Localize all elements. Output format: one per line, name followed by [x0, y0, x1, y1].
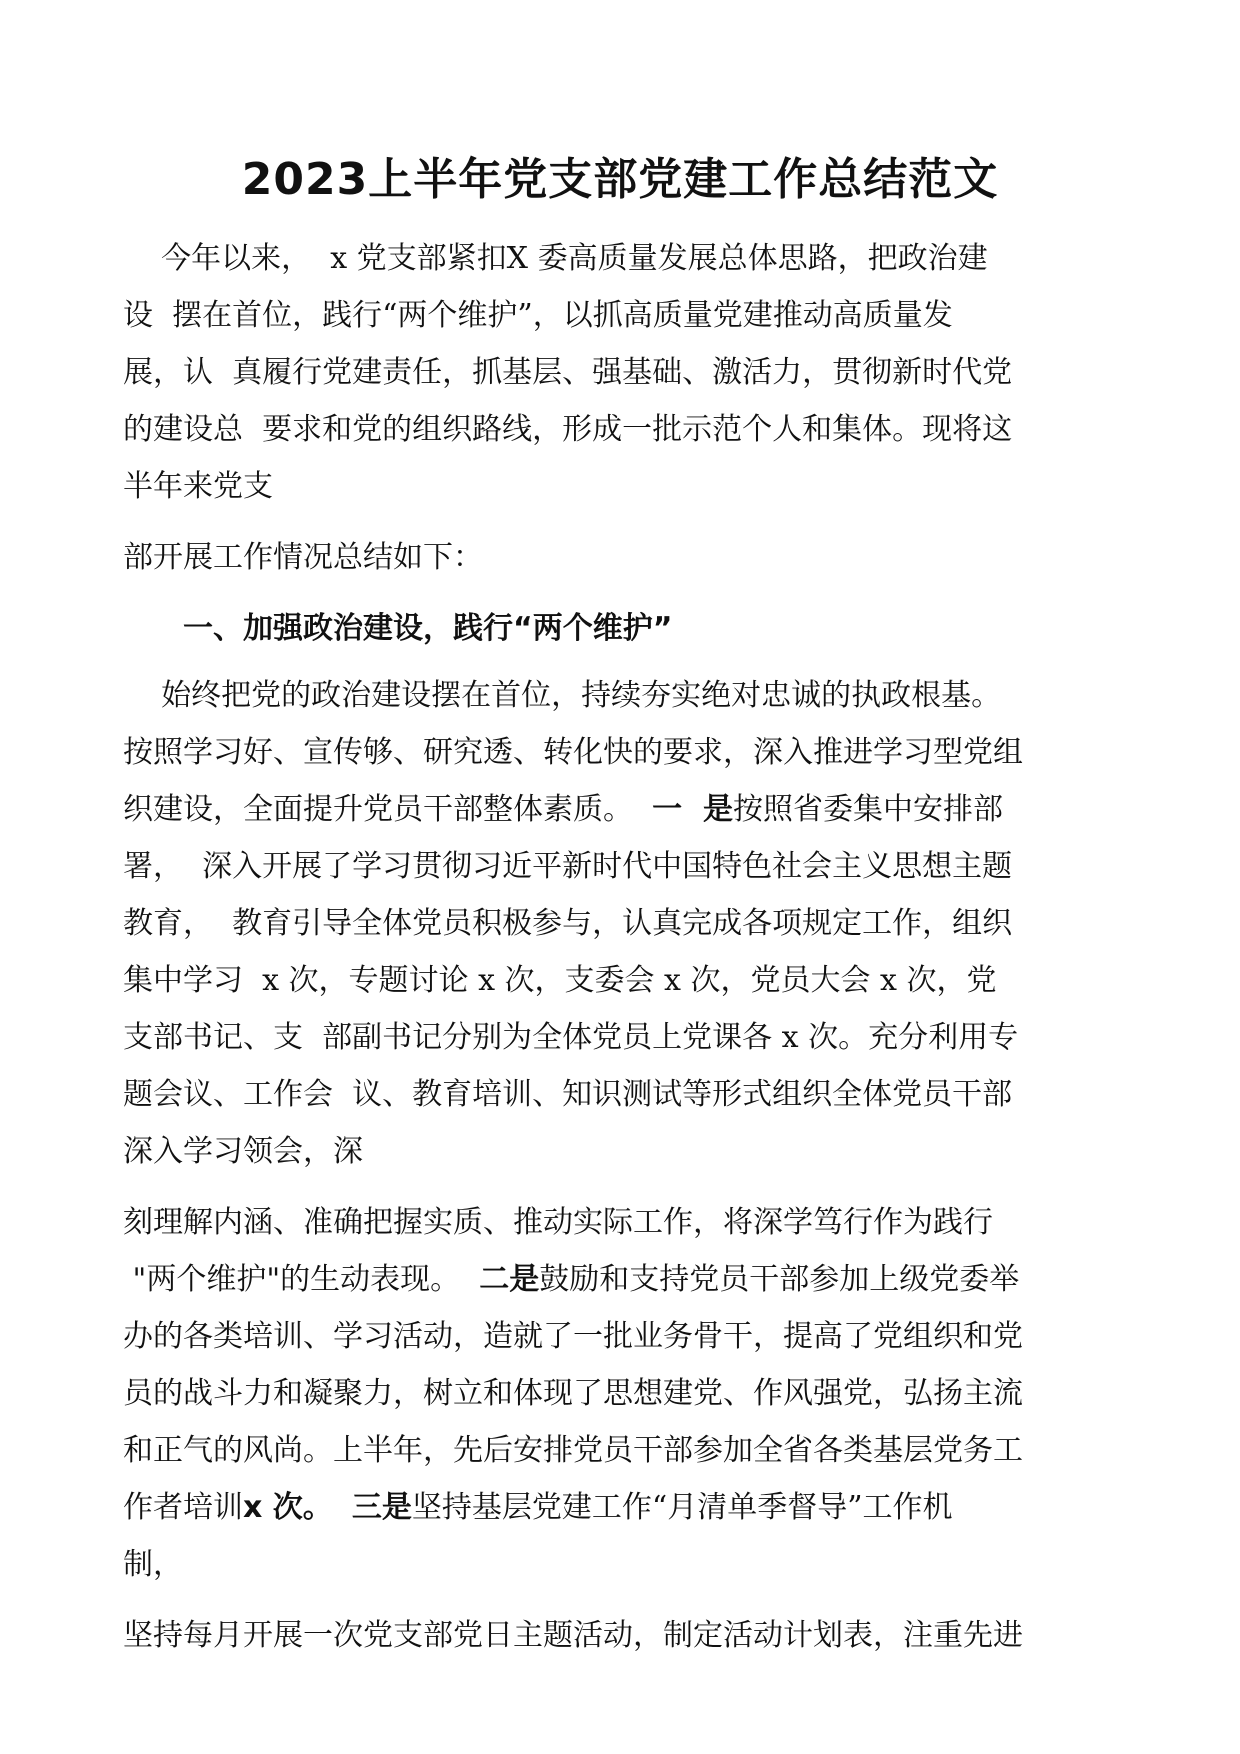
document-title: 2023上半年党支部党建工作总结范文 — [241, 154, 999, 205]
line-text — [333, 1490, 352, 1525]
paragraph-line: 员的战斗力和凝聚力，树立和体现了思想建党、作风强党，弘扬主流 — [123, 1376, 1023, 1411]
paragraph-line — [123, 781, 1123, 838]
line-text: 坚持基层党建工作“月清单季督导”工作机 — [411, 1490, 953, 1525]
line-text: 织建设，全面提升党员干部整体素质。 — [123, 792, 653, 827]
paragraph-line: 署， 深入开展了学习贯彻习近平新时代中国特色社会主义思想主题 — [123, 849, 1013, 884]
paragraph-line: 和正气的风尚。上半年，先后安排党员干部参加全省各类基层党务工 — [123, 1433, 1023, 1468]
bold-marker: 三是 — [351, 1490, 412, 1525]
paragraph-line: 深入学习领会，深 — [123, 1134, 363, 1169]
paragraph-line: 办的各类培训、学习活动，造就了一批业务骨干，提高了党组织和党 — [123, 1319, 1023, 1354]
paragraph-line: 制， — [123, 1547, 183, 1582]
paragraph-line: 题会议、工作会 议、教育培训、知识测试等形式组织全体党员干部 — [123, 1077, 1013, 1112]
line-text: 作者培训 — [123, 1490, 243, 1525]
bold-marker: x 次。 — [243, 1490, 333, 1525]
paragraph-line: 设 摆在首位，践行“两个维护”，以抓高质量党建推动高质量发 — [123, 298, 953, 333]
bold-marker: 一 是 — [652, 792, 733, 827]
line-text: "两个维护"的生动表现。 — [123, 1262, 480, 1297]
bold-marker: 二是 — [479, 1262, 540, 1297]
paragraph-line: 支部书记、支 部副书记分别为全体党员上党课各 x 次。充分利用专 — [123, 1020, 1019, 1055]
paragraph-line — [123, 1251, 1123, 1308]
paragraph-line: 按照学习好、宣传够、研究透、转化快的要求，深入推进学习型党组 — [123, 735, 1023, 770]
document-body — [123, 230, 1123, 1664]
paragraph-line: 集中学习 x 次，专题讨论 x 次，支委会 x 次，党员大会 x 次，党 — [123, 963, 997, 998]
paragraph-line: 部开展工作情况总结如下： — [123, 540, 483, 575]
paragraph-line — [123, 1479, 1123, 1536]
line-text: 按照省委集中安排部 — [732, 792, 1003, 827]
paragraph-line: 教育， 教育引导全体党员积极参与，认真完成各项规定工作，组织 — [123, 906, 1013, 941]
paragraph-line: 始终把党的政治建设摆在首位，持续夯实绝对忠诚的执政根基。 — [123, 678, 1002, 713]
section-heading: 一、加强政治建设，践行“两个维护” — [183, 611, 673, 646]
paragraph-line: 的建设总 要求和党的组织路线，形成一批示范个人和集体。现将这 — [123, 412, 1013, 447]
paragraph-line: 展，认 真履行党建责任，抓基层、强基础、激活力，贯彻新时代党 — [123, 355, 1013, 390]
paragraph-line: 今年以来， x 党支部紧扣X 委高质量发展总体思路，把政治建 — [123, 241, 988, 276]
paragraph-line: 坚持每月开展一次党支部党日主题活动，制定活动计划表，注重先进 — [123, 1618, 1023, 1653]
line-text: 鼓励和支持党员干部参加上级党委举 — [539, 1262, 1020, 1297]
paragraph-line: 半年来党支 — [123, 469, 273, 504]
paragraph-line: 刻理解内涵、准确把握实质、推动实际工作，将深学笃行作为践行 — [123, 1205, 993, 1240]
